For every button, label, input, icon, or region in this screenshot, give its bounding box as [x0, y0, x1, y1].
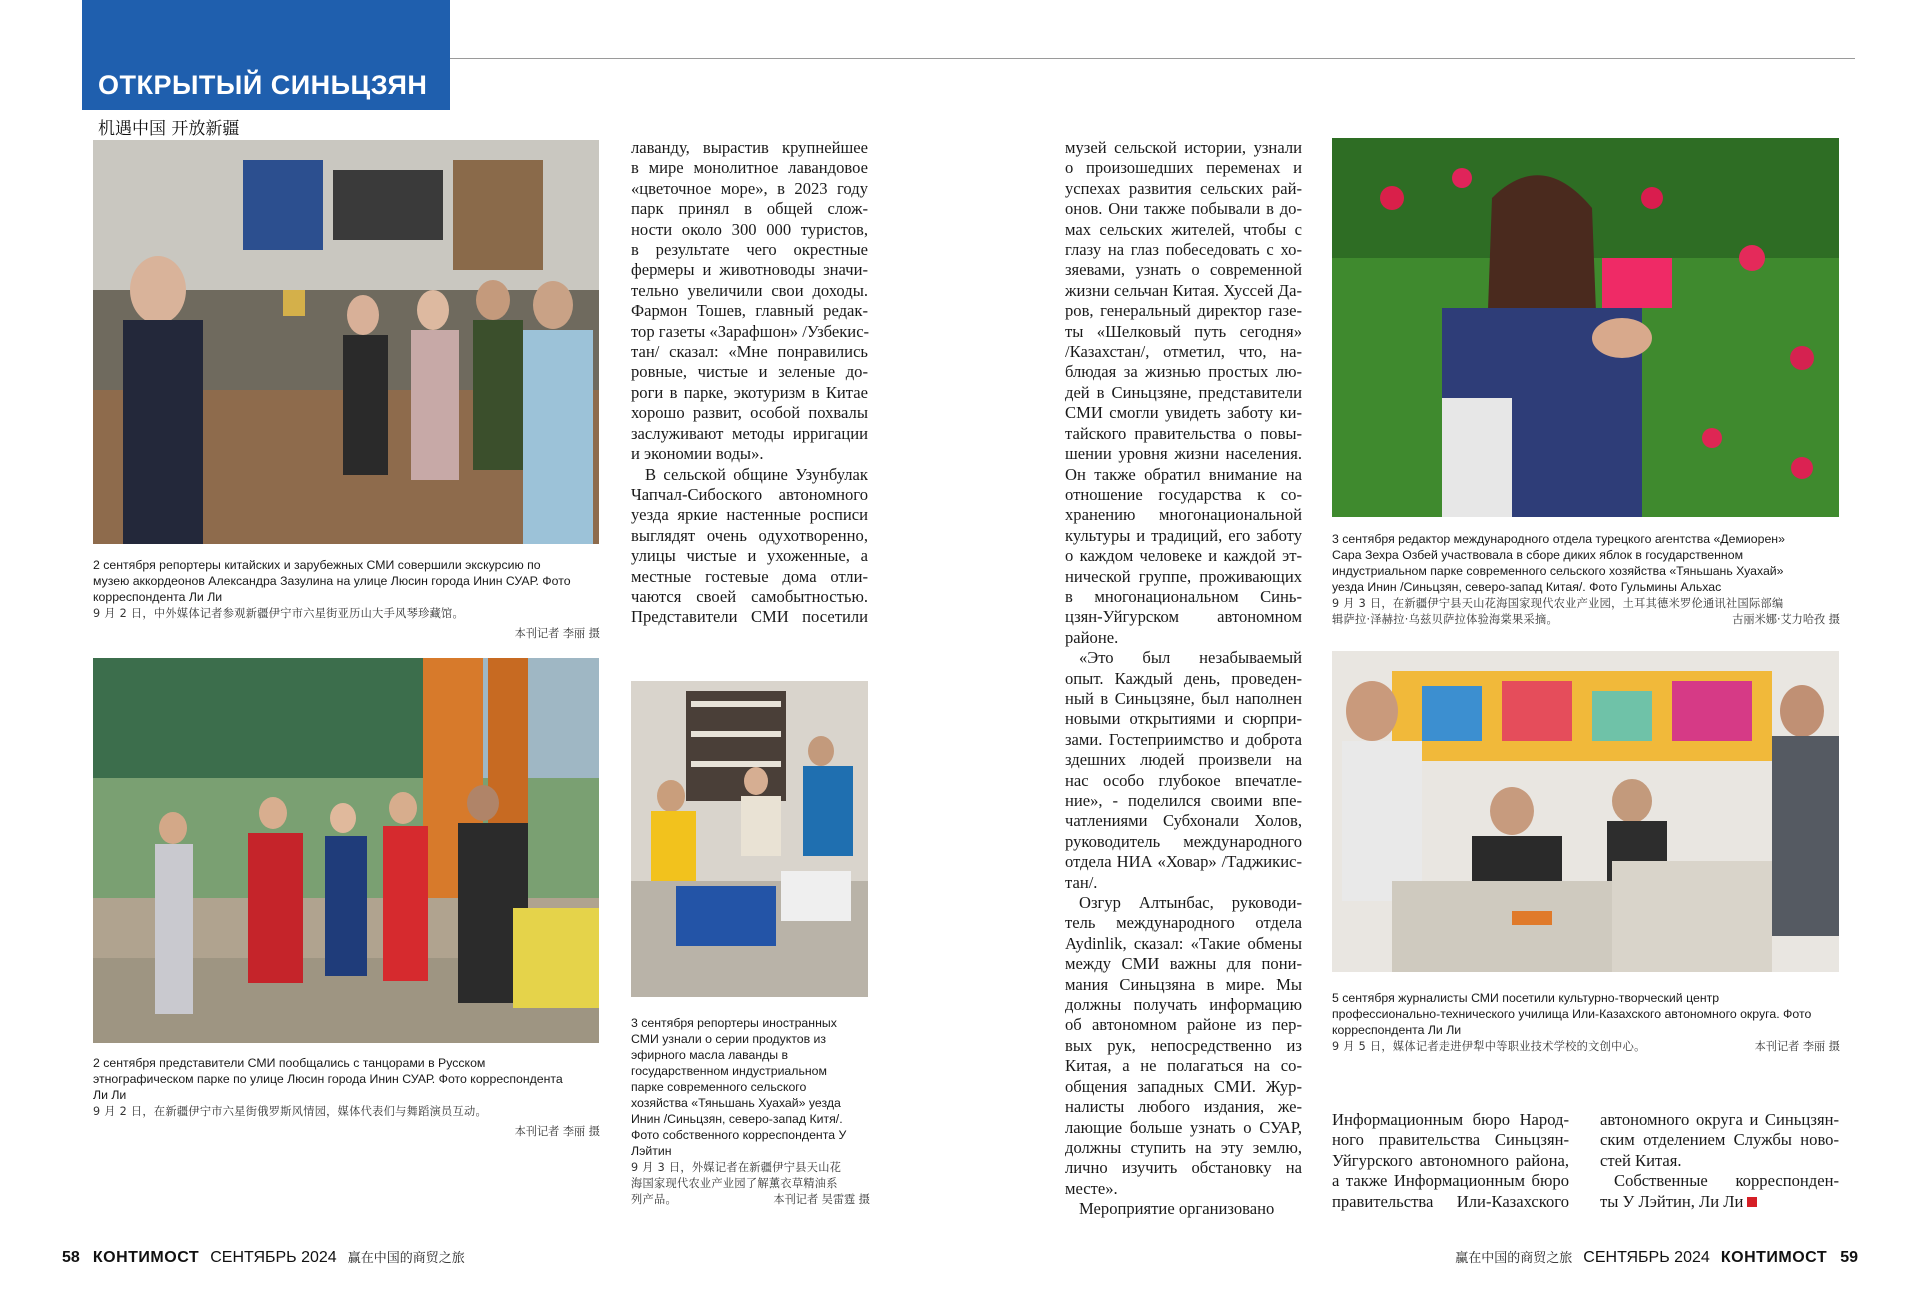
issue-date-right: СЕНТЯБРЬ 2024 [1583, 1249, 1710, 1266]
photo-dancers [93, 658, 599, 1043]
caption-cn-dancers: 9 月 2 日，在新疆伊宁市六星街俄罗斯风情园，媒体代表们与舞蹈演员互动。 [93, 1105, 488, 1118]
page-subtitle-cn: 机遇中国 开放新疆 [98, 119, 240, 139]
page-number-right: 59 [1840, 1249, 1858, 1266]
photo-apple-picking [1332, 138, 1839, 517]
caption-cn-apple-picking: 9 月 3 日，在新疆伊宁县天山花海国家现代农业产业园，土耳其德米罗伦通讯社国际部编 辑萨拉·泽赫拉·乌兹贝萨拉体验海棠果采摘。 [1332, 597, 1784, 626]
caption-accordion-museum: 2 сентября репортеры китайских и зарубежных СМИ совершили экскурсию по музею аккордеонов Александра Зазулина на улице Люсин города Инин СУАР. Фото корреспондента Ли Ли [93, 558, 571, 604]
end-mark-icon [1747, 1197, 1757, 1207]
credit-dancers: 本刊记者 李丽 摄 [514, 1125, 600, 1138]
credit-apple-picking: 古丽米娜·艾力哈孜 摄 [1732, 613, 1840, 626]
magazine-brand-left: КОНТИМОСТ [92, 1249, 200, 1266]
footer-left [62, 1247, 465, 1267]
slogan-cn-left: 赢在中国的商贸之旅 [347, 1251, 465, 1266]
footer-right [1455, 1247, 1858, 1267]
caption-dancers: 2 сентября представители СМИ пообщались с танцорами в Русском этнографическом парке по улице Люсин города Инин СУАР. Фото корреспондента Ли Ли [93, 1056, 563, 1102]
caption-cn-creative-center: 9 月 5 日，媒体记者走进伊犁中等职业技术学校的文创中心。 [1332, 1040, 1646, 1053]
issue-date-left: СЕНТЯБРЬ 2024 [210, 1249, 337, 1266]
caption-cn-lavender-products-end: 列产品。 [631, 1193, 677, 1206]
article-column-2: музей сельской истории, узнали о произошедших переменах и успехах развития сельских рай- онов. Они также побывали в до- мах сельских жителей, чтобы с глазу на глаз побеседовать с хо- зяевами, узнать о современной жизни сельчан Китая. Хуссей Да- ров, генеральный директор газе- ты «Шелковый путь сегодня» /Казахстан/, отметил, что, на- блюдая за жизнью простых лю- дей в Синьцзяне, представители СМИ смогли увидеть заботу ки- тайского правительства о повы- шении уровня жизни населения. Он также обратил внимание на отношение государства к со- хранению многонациональной культуры и традиций, его заботу о каждом человеке и каждой эт- нической группе, проживающих в многонациональном Синь- цзян-Уйгурском автономном районе. «Это был незабываемый опыт. Каждый день, проведен- ный в Синьцзяне, был наполнен новыми открытиями и сюрпри- зами. Гостеприимство и доброта здешних людей произвели на нас особо глубокое впечатле- ние», - поделился своими впе- чатлениями Субхонали Холов, руководитель международного отдела НИА «Ховар» /Таджикис- тан/. Озгур Алтынбас, руководи- тель международного отдела Aydinlik, сказал: «Такие обмены между СМИ важны для пони- мания Синьцзяна в мире. Мы должны получать информацию об автономном районе из пер- вых рук, непосредственно из Китая, а не полагаться на со- общения западных СМИ. Жур- налисты любого издания, же- лающие больше узнать о СУАР, должны ступить на эту землю, лично изучить обстановку на месте». Мероприятие организовано [1065, 138, 1302, 1219]
slogan-cn-right: 赢在中国的商贸之旅 [1455, 1251, 1573, 1266]
magazine-brand-right: КОНТИМОСТ [1720, 1249, 1828, 1266]
article-column-1: лаванду, вырастив крупнейшее в мире монолитное лавандовое «цветочное море», в 2023 году парк принял в общей слож- ности около 300 000 туристов, в результате чего окрестные фермеры и животноводы значи- тельно увеличили свои доходы. Фармон Тошев, главный редак- тор газеты «Зарафшон» /Узбекис- тан/ сказал: «Мне понравились ровные, чистые и зеленые до- роги в парке, экотуризм в Китае хорошо развит, особой похвалы заслуживают методы ирригации и экономии воды». В сельской общине Узунбулак Чапчал-Сибоского автономного уезда яркие настенные росписи выглядят очень одухотворенно, улицы чистые и ухоженные, а местные гостевые дома отли- чаются своей самобытностью. Представители СМИ посетили [631, 138, 870, 627]
credit-lavender-products: 本刊记者 吴雷霆 摄 [773, 1193, 870, 1206]
page-number-left: 58 [62, 1249, 80, 1266]
credit-accordion-museum: 本刊记者 李丽 摄 [514, 627, 600, 640]
photo-lavender-products [631, 681, 868, 997]
caption-lavender-products: 3 сентября репортеры иностранных СМИ узнали о серии продуктов из эфирного масла лаванды в государственном индустриальном парке современного сельского хозяйства «Тяньшань Хуахай» уезда Инин /Синьцзян, северо-запад Китя/. Фото собственного корреспондента У Лэйтин [631, 1016, 847, 1158]
page-title: ОТКРЫТЫЙ СИНЬЦЗЯН [98, 70, 428, 100]
photo-creative-center [1332, 651, 1839, 972]
photo-accordion-museum [93, 140, 599, 544]
article-column-3: Информационным бюро Народ- ного правительства Синьцзян- Уйгурского автономного района, а также Информационным бюро правительства Или-Казахского [1332, 1110, 1569, 1211]
caption-creative-center: 5 сентября журналисты СМИ посетили культурно-творческий центр профессионально-технического училища Или-Казахского автономного округа. Фото корреспондента Ли Ли [1332, 991, 1812, 1037]
credit-creative-center: 本刊记者 李丽 摄 [1754, 1040, 1840, 1053]
header-rule [450, 58, 1855, 59]
caption-cn-lavender-products: 9 月 3 日，外媒记者在新疆伊宁县天山花 海国家现代农业产业园了解薰衣草精油系 [631, 1161, 842, 1190]
author-signature: ты У Лэйтин, Ли Ли [1600, 1191, 1744, 1211]
caption-cn-accordion-museum: 9 月 2 日，中外媒体记者参观新疆伊宁市六星街亚历山大手风琴珍藏馆。 [93, 607, 465, 620]
caption-apple-picking: 3 сентября редактор международного отдела турецкого агентства «Демиорен» Сара Зехра Озбей участвовала в сборе диких яблок в государственном индустриальном парке современного сельского хозяйства «Тяньшань Хуахай» уезда Инин /Синьцзян, северо-запад Китая/. Фото Гульмины Альхас [1332, 532, 1785, 594]
article-column-4: автономного округа и Синьцзян- ским отделением Службы ново- стей Китая. Собственные корреспонден- ты У Лэйтин, Ли Ли [1600, 1110, 1839, 1211]
